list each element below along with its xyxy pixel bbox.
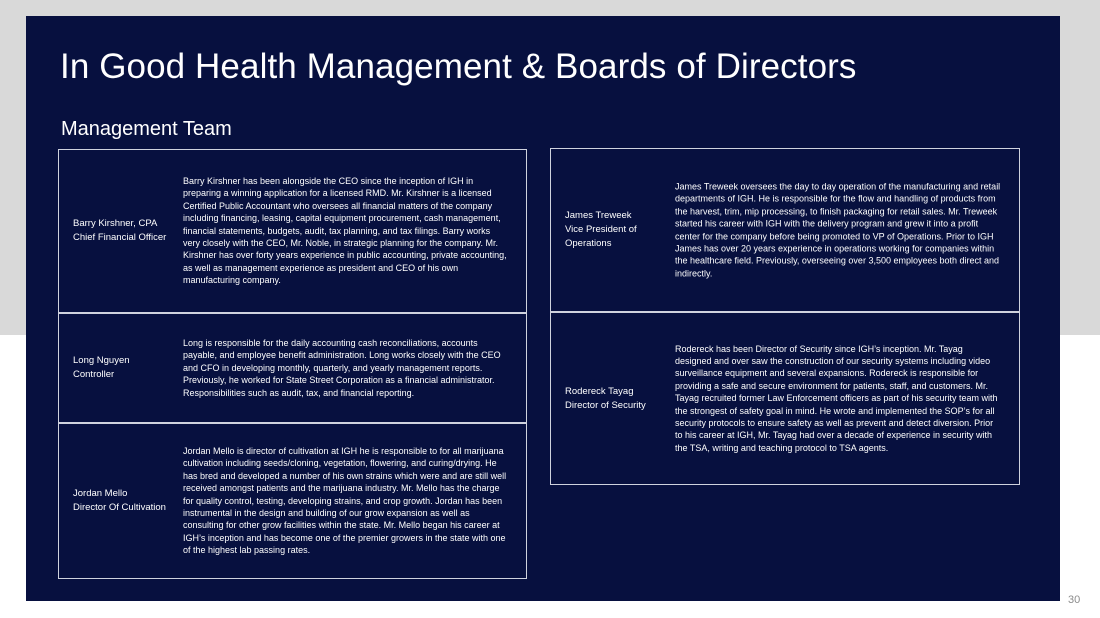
profile-role: Director Of Cultivation (73, 502, 166, 513)
profile-name: Barry Kirshner, CPA (73, 218, 158, 229)
profile-name: James Treweek (565, 210, 632, 221)
profile-name-block (73, 487, 173, 515)
profile-bio: James Treweek oversees the day to day operation of the manufacturing and retail departments of IGH. He is responsible for the flow and handling of products from the harvest, trim, mip processing, to finish packaging for retail sales. Mr. Treweek started his career with IGH with the delivery program and grew it into a profit center for the company before being promoted to VP of Operations. Prior to IGH James has over 20 years experience in operations working for companies within the healthcare field. Previously, overseeing over 3,500 employees both direct and indirectly. (675, 181, 1001, 279)
profile-name: Rodereck Tayag (565, 385, 634, 397)
profile-name-block (565, 385, 665, 413)
profile-card-long-nguyen (58, 313, 527, 423)
profile-name-block (565, 209, 665, 251)
profile-role: Director of Security (565, 399, 646, 411)
profile-bio: Rodereck has been Director of Security since IGH’s inception. Mr. Tayag designed and over saw the construction of our security systems including video surveillance equipment and several expansions. Rodereck is responsible for providing a safe and secure environment for patients, staff, and customers. Mr. Tayag recruited former Law Enforcement officers as part of his security team with the strongest of safety goal in mind. He wrote and implemented the SOP’s for all security protocols to ensure safety as well as prevent and detect diversion. Prior to his career at IGH, Mr. Tayag had over a decade of experience in security with the TSA, writing and teaching protocol to TSA agents. (675, 343, 998, 453)
profile-bio: Jordan Mello is director of cultivation at IGH he is responsible to for all marijuana cultivation including seeds/cloning, vegetation, flowering, and curing/drying. He has bred and developed a number of his own strains which were and are still well received amongst patients and the marijuana industry. Mr. Mello has the charge for quality control, testing, developing strains, and crop growth. Jordan has been instrumental in the design and building of our grow expansion as well as consulting for other grow facilities within the state. Mr. Mello began his career at IGH’s inception and has become one of the premier growers in the state with one of the highest lab passing rates. (183, 446, 507, 556)
page-number: 30 (1068, 594, 1081, 606)
profile-role: Vice President of Operations (565, 224, 637, 249)
profile-name-block (73, 217, 173, 245)
profile-name-block (73, 354, 173, 382)
profile-role: Chief Financial Officer (73, 232, 167, 243)
slide-title: In Good Health Management & Boards of Directors (60, 47, 857, 86)
profile-card-james-treweek (550, 148, 1020, 312)
slide (26, 16, 1060, 601)
profile-card-rodereck-tayag (550, 312, 1020, 485)
profile-card-jordan-mello (58, 423, 527, 579)
profile-bio: Barry Kirshner has been alongside the CEO since the inception of IGH in preparing a winning application for a licensed RMD. Mr. Kirshner is a licensed Certified Public Accountant who oversees all financial matters of the company including financing, leasing, capital equipment procurement, cash management, financial statements, budgets, audit, tax planning, and tax filings. Barry works very closely with the CEO, Mr. Noble, in strategic planning for the company. Mr. Kirshner has over forty years experience in public accounting, private accounting, as well as management experience as president and CEO of his own manufacturing company. (183, 176, 507, 286)
profile-name: Long Nguyen (73, 355, 130, 366)
profile-bio: Long is responsible for the daily accounting cash reconciliations, accounts payable, and employee benefit administration. Long works closely with the CEO and CFO in developing monthly, quarterly, and yearly management reports. Previously, he worked for State Street Corporation as a financial administrator. Responsibilities such as audit, tax, and financial reporting. (183, 337, 501, 398)
profile-role: Controller (73, 369, 115, 380)
section-subtitle: Management Team (61, 118, 232, 140)
profile-name: Jordan Mello (73, 488, 128, 499)
profile-card-barry-kirshner (58, 149, 527, 313)
